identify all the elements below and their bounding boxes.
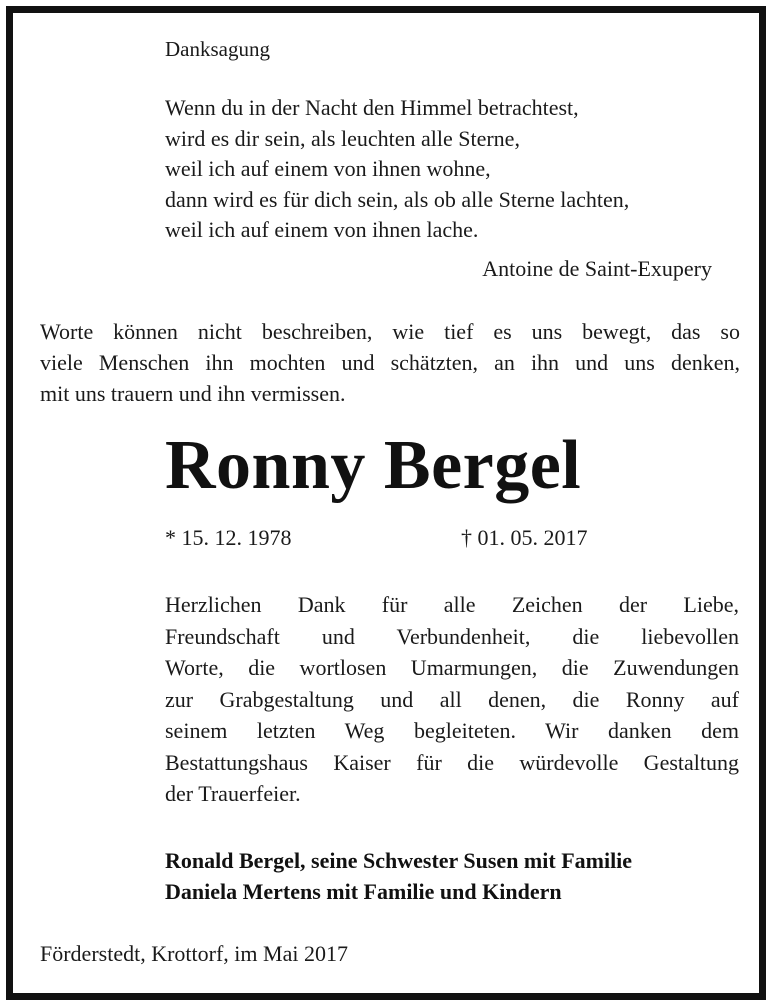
death-date: † 01. 05. 2017	[461, 525, 588, 550]
thanks-line: Herzlichen Dank für alle Zeichen der Liebe,	[165, 592, 739, 617]
signer-line: Ronald Bergel, seine Schwester Susen mit Familie	[165, 848, 633, 873]
intro-line: mit uns trauern und ihn vermissen.	[40, 381, 346, 406]
poem-line: weil ich auf einem von ihnen wohne,	[165, 156, 491, 181]
signers-list	[165, 845, 632, 907]
thanks-line: Bestattungshaus Kaiser für die würdevolle Gestaltung	[165, 749, 739, 775]
notice-heading: Danksagung	[165, 37, 270, 61]
intro-line: viele Menschen ihn mochten und schätzten, an ihn und uns denken,	[40, 350, 740, 375]
intro-line: Worte können nicht beschreiben, wie tief es uns bewegt, das so	[40, 319, 740, 344]
thanks-line: der Trauerfeier.	[165, 781, 301, 806]
poem-quote	[165, 93, 629, 246]
poem-line: wird es dir sein, als leuchten alle Sterne,	[165, 125, 520, 151]
signer-line: Daniela Mertens mit Familie und Kindern	[165, 879, 562, 904]
obituary-notice	[6, 6, 766, 1000]
poem-author: Antoine de Saint-Exupery	[482, 256, 712, 281]
thanks-line: Freundschaft und Verbundenheit, die liebevollen	[165, 623, 739, 649]
thanks-paragraph	[165, 589, 739, 810]
thanks-line: zur Grabgestaltung und all denen, die Ronny auf	[165, 686, 739, 712]
poem-line: weil ich auf einem von ihnen lache.	[165, 217, 479, 242]
place-date: Förderstedt, Krottorf, im Mai 2017	[40, 941, 348, 966]
poem-line: dann wird es für dich sein, als ob alle Sterne lachten,	[165, 186, 630, 212]
thanks-line: Worte, die wortlosen Umarmungen, die Zuwendungen	[165, 655, 739, 680]
birth-date: * 15. 12. 1978	[165, 525, 292, 550]
deceased-name: Ronny Bergel	[165, 427, 582, 504]
intro-paragraph	[40, 316, 740, 409]
poem-line: Wenn du in der Nacht den Himmel betrachtest,	[165, 95, 579, 120]
thanks-line: seinem letzten Weg begleiteten. Wir danken dem	[165, 718, 739, 743]
